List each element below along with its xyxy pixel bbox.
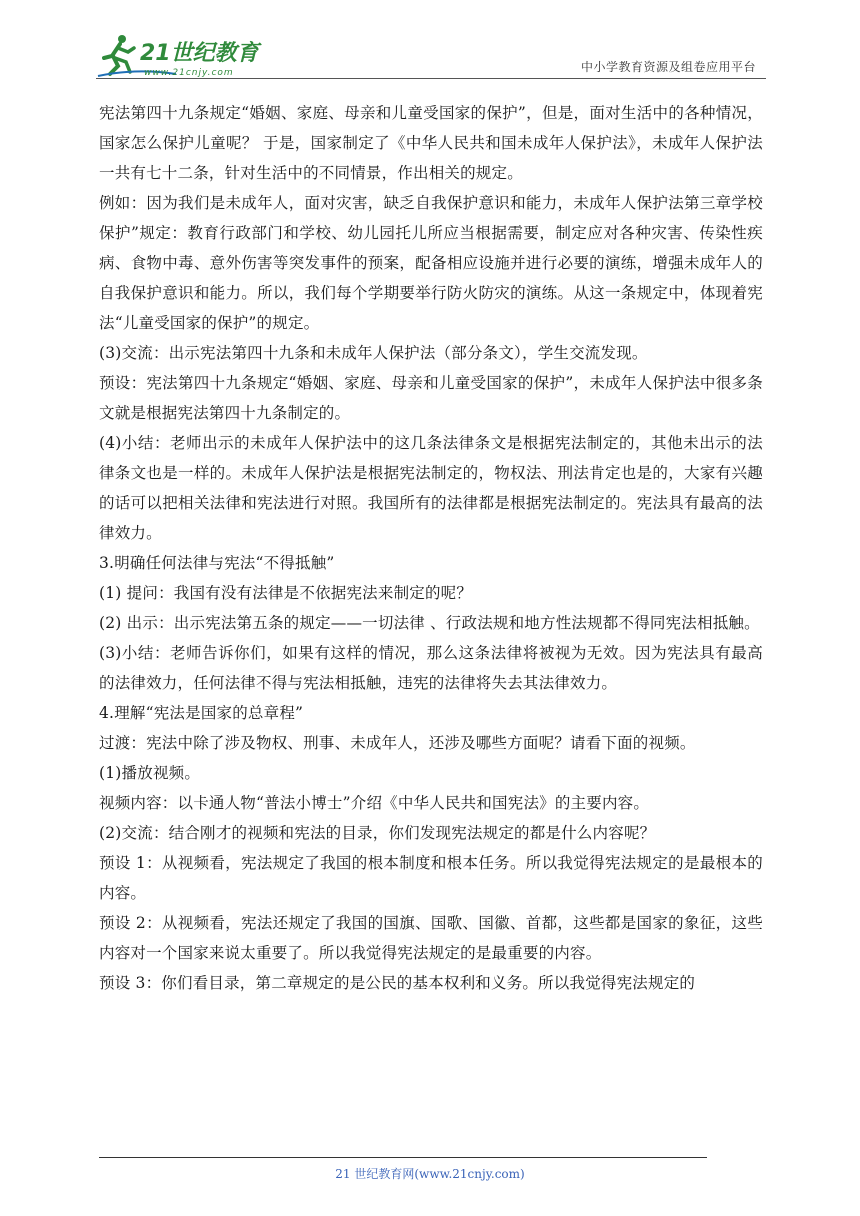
page-header: [96, 28, 766, 80]
paragraph: 宪法第四十九条规定“婚姻、家庭、母亲和儿童受国家的保护”，但是，面对生活中的各种情况，国家怎么保护儿童呢？ 于是，国家制定了《中华人民共和国未成年人保护法》，未成年人保护法一共有七十二条，针对生活中的不同情景，作出相关的规定。: [99, 104, 763, 182]
paragraph: 预设：宪法第四十九条规定“婚姻、家庭、母亲和儿童受国家的保护”，未成年人保护法中很多条文就是根据宪法第四十九条制定的。: [99, 374, 763, 422]
paragraph: (2)交流：结合刚才的视频和宪法的目录，你们发现宪法规定的都是什么内容呢？: [99, 824, 656, 842]
paragraph: 预设 2：从视频看，宪法还规定了我国的国旗、国歌、国徽、首都，这些都是国家的象征，这些内容对一个国家来说太重要了。所以我觉得宪法规定的是最重要的内容。: [99, 914, 763, 962]
svg-text:21世纪教育: 21世纪教育: [140, 41, 259, 66]
site-logo: [96, 30, 266, 80]
svg-text:www.21cnjy.com: www.21cnjy.com: [144, 68, 234, 78]
paragraph: (1) 提问：我国有没有法律是不依据宪法来制定的呢？: [99, 584, 473, 602]
document-body: [99, 98, 763, 998]
paragraph: 例如：因为我们是未成年人，面对灾害，缺乏自我保护意识和能力，未成年人保护法第三章学校保护”规定：教育行政部门和学校、幼儿园托儿所应当根据需要，制定应对各种灾害、传染性疾病、食物中毒、意外伤害等突发事件的预案，配备相应设施并进行必要的演练，增强未成年人的自我保护意识和能力。所以，我们每个学期要举行防火防灾的演练。从这一条规定中，体现着宪法“儿童受国家的保护”的规定。: [99, 194, 763, 332]
paragraph: 过渡：宪法中除了涉及物权、刑事、未成年人，还涉及哪些方面呢？请看下面的视频。: [99, 734, 696, 752]
paragraph: (2) 出示：出示宪法第五条的规定——一切法律 、行政法规和地方性法规都不得同宪法相抵触。: [99, 614, 760, 632]
paragraph: (1)播放视频。: [99, 764, 201, 782]
paragraph: (3)交流：出示宪法第四十九条和未成年人保护法（部分条文），学生交流发现。: [99, 344, 648, 362]
paragraph: (4)小结：老师出示的未成年人保护法中的这几条法律条文是根据宪法制定的，其他未出示的法律条文也是一样的。未成年人保护法是根据宪法制定的，物权法、刑法肯定也是的，大家有兴趣的话可以把相关法律和宪法进行对照。我国所有的法律都是根据宪法制定的。宪法具有最高的法律效力。: [99, 434, 763, 542]
section-heading: 4.理解“宪法是国家的总章程”: [99, 704, 304, 722]
paragraph: (3)小结：老师告诉你们，如果有这样的情况，那么这条法律将被视为无效。因为宪法具有最高的法律效力，任何法律不得与宪法相抵触，违宪的法律将失去其法律效力。: [99, 644, 763, 692]
page-footer: 21 世纪教育网(www.21cnjy.com): [335, 1167, 525, 1181]
footer-divider: [99, 1157, 707, 1158]
header-divider: [96, 78, 766, 79]
paragraph: 预设 1：从视频看，宪法规定了我国的根本制度和根本任务。所以我觉得宪法规定的是最根本的内容。: [99, 854, 763, 902]
platform-name: 中小学教育资源及组卷应用平台: [580, 60, 756, 74]
section-heading: 3.明确任何法律与宪法“不得抵触”: [99, 554, 335, 572]
paragraph: 视频内容：以卡通人物“普法小博士”介绍《中华人民共和国宪法》的主要内容。: [99, 794, 650, 812]
paragraph: 预设 3：你们看目录，第二章规定的是公民的基本权利和义务。所以我觉得宪法规定的: [99, 974, 696, 992]
